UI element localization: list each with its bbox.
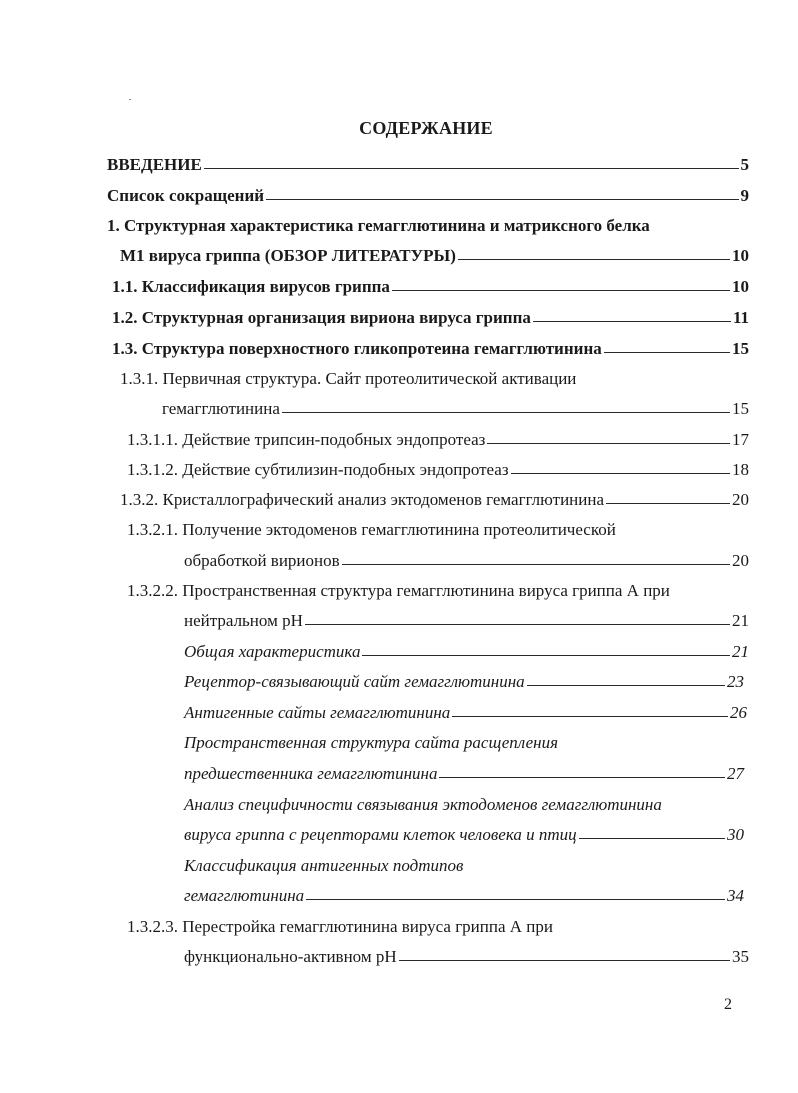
toc-entry-1-3-1-2[interactable] <box>127 460 749 480</box>
toc-entry-cleavage-site[interactable] <box>184 764 744 784</box>
toc-leader <box>452 702 728 717</box>
toc-entry-text: Общая характеристика <box>184 642 361 661</box>
toc-entry-text: 1.3.2.1. Получение эктодоменов гемагглютинина протеолитической <box>127 520 616 539</box>
toc-entry-1-3-1-line-1[interactable] <box>120 369 576 389</box>
toc-entry-1-3-2-2-line-1[interactable] <box>127 581 670 601</box>
toc-leader <box>511 459 730 474</box>
toc-entry-text: 1.1. Классификация вирусов гриппа <box>112 277 390 296</box>
toc-entry-chapter-1-line-1[interactable] <box>107 216 650 236</box>
toc-entry-text: 1.3.2.2. Пространственная структура гемагглютинина вируса гриппа А при <box>127 581 670 600</box>
toc-leader <box>204 154 739 169</box>
toc-entry-text: Классификация антигенных подтипов <box>184 856 464 875</box>
toc-entry-introduction[interactable] <box>107 155 749 175</box>
toc-entry-text: Список сокращений <box>107 186 265 205</box>
toc-entry-binding-specificity[interactable] <box>184 825 744 845</box>
toc-entry-text: обработкой вирионов <box>184 551 340 570</box>
toc-leader <box>266 185 738 200</box>
toc-entry-text: Пространственная структура сайта расщепления <box>184 733 558 752</box>
toc-leader <box>305 610 730 625</box>
scan-speck <box>129 99 131 100</box>
toc-entry-1-1[interactable] <box>112 277 749 297</box>
toc-page-number: 9 <box>740 186 749 205</box>
toc-page-number: 10 <box>732 277 749 296</box>
toc-entry-text: гемагглютинина <box>162 399 280 418</box>
toc-entry-1-3-1-1[interactable] <box>127 430 749 450</box>
toc-entry-1-3-2-3-line-1[interactable] <box>127 917 553 937</box>
toc-leader <box>604 338 730 353</box>
toc-entry-1-3-2-2[interactable] <box>184 611 749 631</box>
toc-entry-1-2[interactable] <box>112 308 749 328</box>
toc-entry-antigenic-sites[interactable] <box>184 703 747 723</box>
toc-entry-1-3-2-1-line-1[interactable] <box>127 520 616 540</box>
toc-entry-text: 1.2. Структурная организация вириона вируса гриппа <box>112 308 531 327</box>
toc-leader <box>439 763 725 778</box>
toc-entry-text: М1 вируса гриппа (ОБЗОР ЛИТЕРАТУРЫ) <box>120 246 456 265</box>
toc-leader <box>458 245 730 260</box>
toc-leader <box>306 885 725 900</box>
toc-page-number: 34 <box>727 886 744 905</box>
toc-entry-text: вируса гриппа с рецепторами клеток человека и птиц <box>184 825 577 844</box>
toc-entry-text: 1. Структурная характеристика гемагглютинина и матриксного белка <box>107 216 650 235</box>
toc-entry-chapter-1[interactable] <box>120 246 749 266</box>
toc-leader <box>282 398 730 413</box>
toc-leader <box>533 307 731 322</box>
toc-entry-text: 1.3.2.3. Перестройка гемагглютинина вируса гриппа А при <box>127 917 553 936</box>
toc-entry-1-3-2-3[interactable] <box>184 947 749 967</box>
toc-entry-text: Антигенные сайты гемагглютинина <box>184 703 451 722</box>
toc-leader <box>487 429 730 444</box>
toc-leader <box>342 550 730 565</box>
toc-entry-text: 1.3.1.1. Действие трипсин-подобных эндопротеаз <box>127 430 486 449</box>
toc-entry-subtype-classification[interactable] <box>184 886 744 906</box>
toc-page-number: 15 <box>732 399 749 418</box>
toc-entry-cleavage-site-line-1[interactable] <box>184 733 558 753</box>
toc-entry-text: Рецептор-связывающий сайт гемагглютинина <box>184 672 525 691</box>
toc-entry-1-3-1[interactable] <box>162 399 749 419</box>
toc-page-number: 26 <box>730 703 747 722</box>
toc-leader <box>392 276 730 291</box>
toc-entry-text: 1.3.1.2. Действие субтилизин-подобных эндопротеаз <box>127 460 509 479</box>
toc-entry-text: 1.3.2. Кристаллографический анализ эктодоменов гемагглютинина <box>120 490 605 509</box>
toc-entry-abbreviations[interactable] <box>107 186 749 206</box>
toc-entry-1-3-2-1[interactable] <box>184 551 749 571</box>
toc-page-number: 20 <box>732 490 749 509</box>
page-number: 2 <box>724 996 732 1013</box>
toc-entry-binding-specificity-line-1[interactable] <box>184 795 662 815</box>
toc-entry-receptor-binding-site[interactable] <box>184 672 744 692</box>
toc-entry-text: Анализ специфичности связывания эктодоменов гемагглютинина <box>184 795 662 814</box>
toc-leader <box>362 641 730 656</box>
toc-leader <box>579 824 725 839</box>
toc-entry-text: ВВЕДЕНИЕ <box>107 155 202 174</box>
toc-page-number: 11 <box>732 308 749 327</box>
toc-page-number: 5 <box>740 155 749 174</box>
toc-entry-1-3-2[interactable] <box>120 490 749 510</box>
toc-page-number: 35 <box>732 947 749 966</box>
toc-page-number: 15 <box>732 339 749 358</box>
toc-entry-text: 1.3.1. Первичная структура. Сайт протеолитической активации <box>120 369 577 388</box>
toc-page-number: 10 <box>732 246 749 265</box>
toc-leader <box>527 671 725 686</box>
toc-entry-text: нейтральном рН <box>184 611 303 630</box>
toc-entry-text: 1.3. Структура поверхностного гликопротеина гемагглютинина <box>112 339 602 358</box>
toc-title: СОДЕРЖАНИЕ <box>359 118 493 138</box>
toc-page-number: 21 <box>732 611 749 630</box>
toc-page-number: 20 <box>732 551 749 570</box>
toc-entry-text: функционально-активном рН <box>184 947 397 966</box>
toc-entry-1-3[interactable] <box>112 339 749 359</box>
toc-page-number: 23 <box>727 672 744 691</box>
toc-entry-subtype-classification-line-1[interactable] <box>184 856 463 876</box>
toc-entry-text: предшественника гемагглютинина <box>184 764 438 783</box>
toc-page-number: 21 <box>732 642 749 661</box>
toc-leader <box>399 946 730 961</box>
toc-page-number: 18 <box>732 460 749 479</box>
toc-leader <box>606 489 730 504</box>
toc-page-number: 27 <box>727 764 744 783</box>
toc-entry-text: гемагглютинина <box>184 886 305 905</box>
toc-page-number: 30 <box>727 825 744 844</box>
toc-entry-general-characteristics[interactable] <box>184 642 749 662</box>
toc-page-number: 17 <box>732 430 749 449</box>
